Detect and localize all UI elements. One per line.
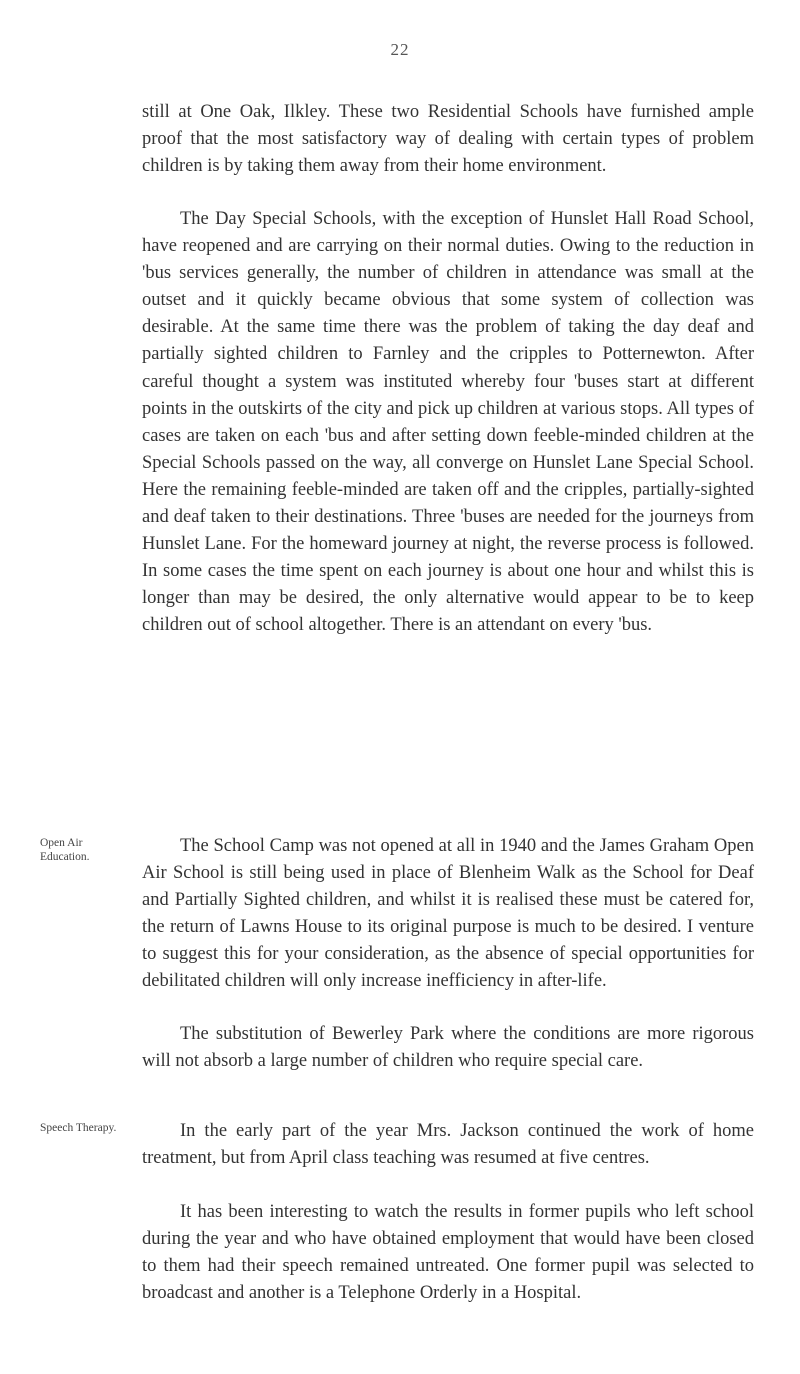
paragraph-day-special-schools: The Day Special Schools, with the exception of Hunslet Hall Road School, have reopened and are carrying on their normal duties. Owing to the reduction in 'bus services generally, the number of children in attendance was small at the outset and it quickly became obvious that some system of collection was desirable. At the same time there was the problem of taking the day deaf and partially sighted children to Farnley and the cripples to Potternewton. After careful thought a system was instituted whereby four 'buses start at different points in the outskirts of the city and pick up children at various stops. All types of cases are taken on each 'bus and after setting down feeble-minded children at the Special Schools passed on the way, all converge on Hunslet Lane Special School. Here the remaining feeble-minded are taken off and the cripples, partially-sighted and deaf taken to their destinations. Three 'buses are needed for the journeys from Hunslet Lane. For the homeward journey at night, the reverse process is followed. In some cases the time spent on each journey is about one hour and whilst this is longer than may be desired, the only alternative would appear to be to keep children out of school altogether. There is an attendant on every 'bus. (142, 209, 754, 636)
margin-note-line: Open Air (40, 837, 83, 849)
paragraph-former-pupils: It has been interesting to watch the results in former pupils who left school during the year and who have obtained employment that would have been closed to them had their speech remained untreated. One former pupil was selected to broadcast and another is a Telephone Orderly in a Hospital. (142, 1202, 754, 1304)
margin-note-line: Education. (40, 851, 90, 863)
margin-note-speech-therapy: Speech Therapy. (40, 1122, 117, 1134)
margin-note-open-air-education (40, 836, 140, 864)
paragraph-residential-schools: still at One Oak, Ilkley. These two Residential Schools have furnished ample proof that the most satisfactory way of dealing with certain types of problem children is by taking them away from their home environment. (142, 102, 754, 177)
paragraph-school-camp: The School Camp was not opened at all in 1940 and the James Graham Open Air School is still being used in place of Blenheim Walk as the School for Deaf and Partially Sighted children, and whilst it is realised these must be catered for, the return of Lawns House to its original purpose is much to be desired. I venture to suggest this for your consideration, as the absence of special opportunities for debilitated children will only increase inefficiency in after-life. (142, 836, 754, 992)
page-number: 22 (390, 40, 410, 59)
paragraph-speech-therapy: In the early part of the year Mrs. Jackson continued the work of home treatment, but from April class teaching was resumed at five centres. (142, 1121, 754, 1169)
paragraph-bewerley-park: The substitution of Bewerley Park where the conditions are more rigorous will not absorb a large number of children who require special care. (142, 1024, 754, 1072)
